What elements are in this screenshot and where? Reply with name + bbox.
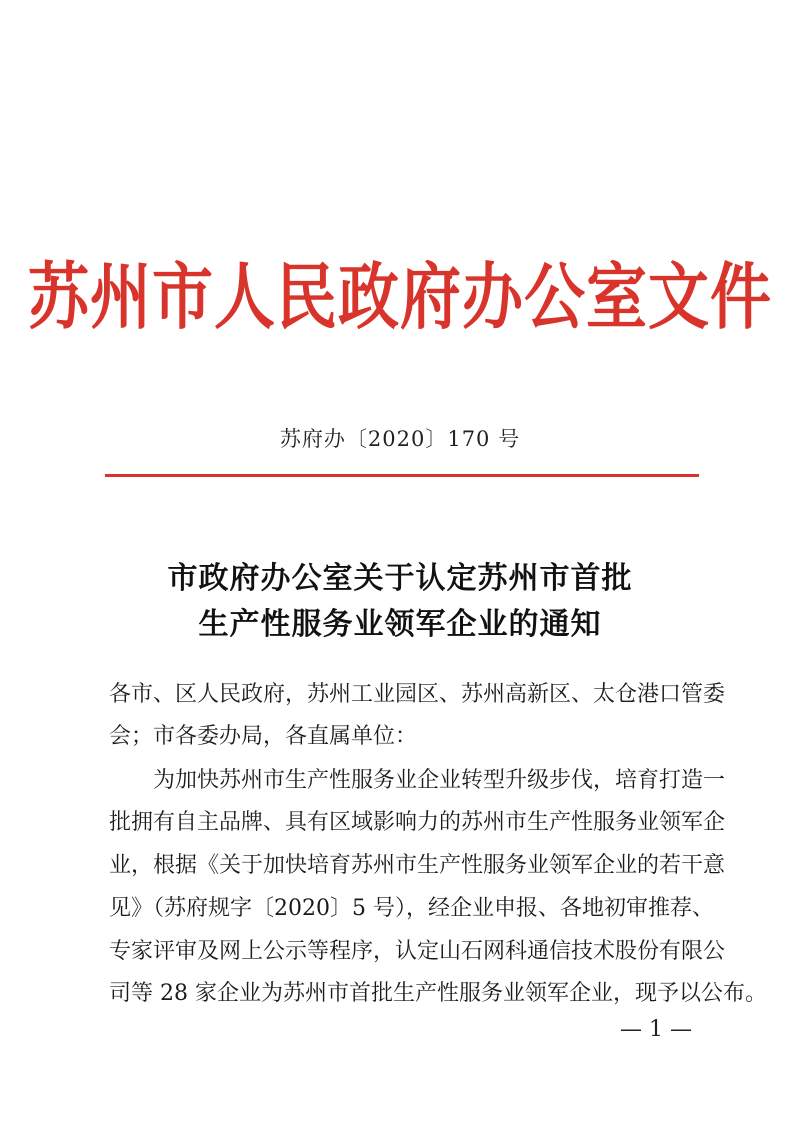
salutation-line-2: 会；市各委办局，各直属单位： (109, 724, 418, 749)
paragraph-line-3: 业，根据《关于加快培育苏州市生产性服务业领军企业的若干意 (109, 853, 726, 878)
document-number: 苏府办〔2020〕170 号 (279, 427, 521, 451)
notice-title-line-1: 市政府办公室关于认定苏州市首批 (167, 561, 633, 596)
paragraph-line-1: 为加快苏州市生产性服务业企业转型升级步伐，培育打造一 (109, 768, 726, 793)
notice-title-line-2: 生产性服务业领军企业的通知 (198, 607, 602, 642)
paragraph-line-6: 司等 28 家企业为苏州市首批生产性服务业领军企业，现予以公布。 (109, 981, 767, 1006)
salutation-line-1: 各市、区人民政府，苏州工业园区、苏州高新区、太仓港口管委 (109, 682, 726, 707)
masthead-title: 苏州市人民政府办公室文件 (27, 256, 772, 340)
paragraph-line-2: 批拥有自主品牌、具有区域影响力的苏州市生产性服务业领军企 (109, 810, 726, 835)
page-number: — 1 — (620, 1017, 692, 1042)
paragraph-line-4: 见》（苏府规字〔2020〕5 号），经企业申报、各地初审推荐、 (109, 896, 714, 921)
paragraph-line-5: 专家评审及网上公示等程序，认定山石网科通信技术股份有限公 (109, 939, 726, 964)
red-divider-line (105, 474, 699, 477)
